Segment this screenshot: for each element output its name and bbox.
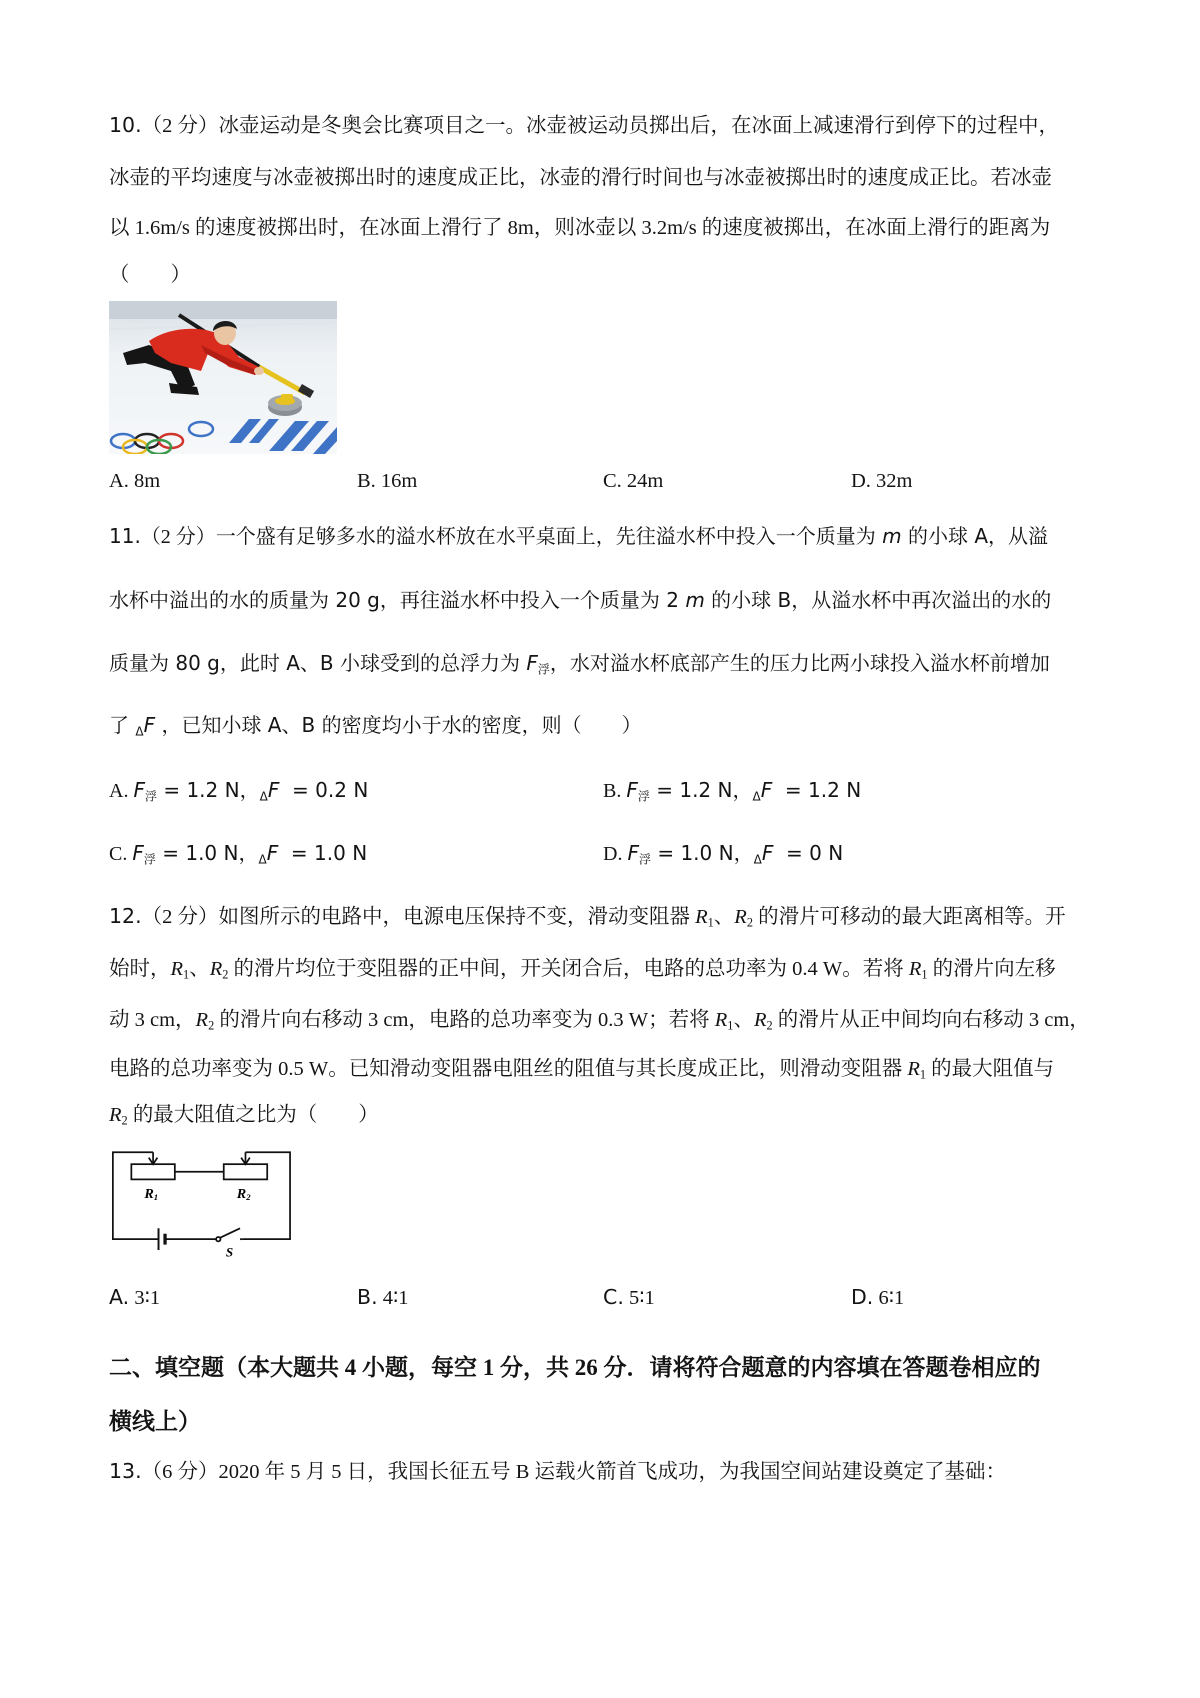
- subscript-text: 1: [921, 967, 928, 982]
- variable-symbol: F: [761, 841, 774, 865]
- subscript-text: 浮: [143, 852, 156, 867]
- text-run: D.: [603, 843, 628, 865]
- text-run: 10.: [109, 113, 142, 137]
- text-run: 了: [109, 713, 136, 737]
- section-heading: 二、填空题（本大题共 4 小题，每空 1 分，共 26 分．请将符合题意的内容填在答题卷相应的: [109, 1355, 1041, 1380]
- text-run: B.: [357, 1285, 378, 1309]
- text-run: C.: [109, 843, 133, 865]
- text-run: A.: [109, 1285, 130, 1309]
- q12-stem-line: [109, 1055, 1100, 1085]
- text-run: = 1.0 N，: [155, 841, 259, 865]
- variable-symbol: R: [170, 958, 184, 980]
- q12-option-c[interactable]: [603, 1283, 843, 1313]
- text-run: 质量为 80 g，此时 A、B 小球受到的总浮力为: [109, 651, 527, 675]
- q10-stem-line: [109, 111, 1100, 141]
- text-run: 的最大阻值与: [926, 1058, 1055, 1080]
- text-run: ，已知小球 A、B 的密度均小于水的密度，则（ ）: [155, 713, 642, 737]
- text-run: 的滑片均位于变阻器的正中间，开关闭合后，电路的总功率为 0.4 W。若将: [228, 958, 909, 980]
- subscript-text: 浮: [144, 789, 157, 804]
- subscript-text: 2: [746, 915, 753, 930]
- text-run: （2 分）: [140, 526, 216, 548]
- text-run: = 0 N: [773, 841, 844, 865]
- text-run: 、: [733, 1009, 754, 1031]
- subscript-text: 2: [208, 1018, 215, 1033]
- q12-option-a[interactable]: [109, 1283, 349, 1313]
- switch: [216, 1228, 242, 1241]
- q12-stem-line: [109, 1101, 1100, 1131]
- subscript-text: 浮: [638, 852, 651, 867]
- text-run: = 1.2 N，: [156, 778, 260, 802]
- q10-option-b[interactable]: B. 16m: [357, 470, 418, 492]
- text-run: 的滑片可移动的最大距离相等。开: [752, 906, 1066, 928]
- q11-option-a[interactable]: [109, 776, 549, 806]
- text-run: 一个盛有足够多水的溢水杯放在水平桌面上，先往溢水杯中投入一个质量为: [215, 524, 883, 548]
- variable-symbol: R: [753, 1009, 767, 1031]
- q13-stem-line: [109, 1457, 1100, 1487]
- variable-symbol: R: [908, 958, 922, 980]
- text-run: 12.: [109, 904, 142, 928]
- subscript-text: 2: [766, 1018, 773, 1033]
- text-run: = 1.0 N，: [650, 841, 754, 865]
- text-run: 6∶1: [873, 1287, 905, 1309]
- variable-symbol: R: [714, 1009, 728, 1031]
- text-run: 冰壶的平均速度与冰壶被掷出时的速度成正比，冰壶的滑行时间也与冰壶被掷出时的速度成正比。若冰壶: [109, 167, 1052, 189]
- text-run: （6 分）2020 年 5 月 5 日，我国长征五号 B 运载火箭首飞成功，为我国空间站建设奠定了基础：: [141, 1461, 1007, 1483]
- text-run: = 1.2 N，: [649, 778, 753, 802]
- subscript-text: 浮: [637, 789, 650, 804]
- curling-stone: [268, 394, 302, 416]
- subscript-text: Δ: [258, 852, 267, 867]
- q12-option-b[interactable]: [357, 1283, 597, 1313]
- q11-option-d[interactable]: [603, 839, 1043, 869]
- text-run: （2 分）冰壶运动是冬奥会比赛项目之一。冰壶被运动员掷出后，在冰面上减速滑行到停下的过程中，: [141, 115, 1059, 137]
- text-run: B.: [603, 780, 627, 802]
- variable-symbol: R: [195, 1009, 209, 1031]
- subscript-text: 1: [919, 1067, 927, 1082]
- label-switch: S: [225, 1244, 234, 1260]
- text-run: = 0.2 N: [279, 778, 369, 802]
- variable-symbol: F: [266, 841, 279, 865]
- text-run: 的滑片向右移动 3 cm，电路的总功率变为 0.3 W；若将: [214, 1009, 715, 1031]
- text-run: 、: [189, 958, 210, 980]
- q11-stem-line: [109, 586, 1100, 616]
- label-r1: R1: [144, 1185, 159, 1203]
- variable-symbol: F: [267, 778, 280, 802]
- section-heading: 横线上）: [109, 1409, 201, 1434]
- text-run: 的小球 B，从溢水杯中再次溢出的水的: [704, 588, 1052, 612]
- subscript-text: 1: [707, 915, 714, 930]
- text-run: 始时，: [109, 958, 171, 980]
- subscript-text: 2: [222, 967, 229, 982]
- text-run: ，水对溢水杯底部产生的压力比两小球投入溢水杯前增加: [549, 651, 1050, 675]
- variable-symbol: F: [143, 713, 156, 737]
- text-run: A.: [109, 780, 134, 802]
- text-run: C.: [603, 1285, 624, 1309]
- text-run: 的最大阻值之比为（ ）: [127, 1104, 379, 1126]
- text-run: 3∶1: [129, 1287, 161, 1309]
- variable-symbol: m: [685, 588, 705, 612]
- variable-symbol: F: [526, 651, 538, 675]
- subscript-text: 浮: [537, 662, 550, 677]
- variable-symbol: R: [907, 1058, 920, 1080]
- text-run: （ ）: [109, 264, 191, 286]
- text-run: 的滑片从正中间均向右移动 3 cm，: [772, 1009, 1090, 1031]
- variable-symbol: R: [734, 906, 747, 928]
- text-run: （2 分）如图所示的电路中，电源电压保持不变，滑动变阻器: [141, 906, 696, 928]
- q10-option-c[interactable]: C. 24m: [603, 470, 664, 492]
- q12-stem-line: [109, 955, 1100, 985]
- subscript-text: 1: [183, 967, 190, 982]
- q12-option-d[interactable]: [851, 1283, 1091, 1313]
- text-run: = 1.0 N: [278, 841, 368, 865]
- q12-stem-line: [109, 1006, 1100, 1036]
- text-run: 5∶1: [623, 1287, 655, 1309]
- text-run: 、: [713, 906, 735, 928]
- curling-photo: [109, 301, 337, 454]
- variable-symbol: F: [132, 841, 144, 865]
- subscript-text: Δ: [753, 852, 762, 867]
- text-run: D.: [851, 1285, 874, 1309]
- text-run: = 1.2 N: [772, 778, 862, 802]
- variable-symbol: F: [133, 778, 145, 802]
- variable-symbol: m: [882, 524, 902, 548]
- text-run: 水杯中溢出的水的质量为 20 g，再往溢水杯中投入一个质量为 2: [109, 588, 686, 612]
- subscript-text: 1: [727, 1018, 734, 1033]
- battery: [159, 1228, 166, 1250]
- subscript-text: 2: [121, 1113, 128, 1128]
- q10-option-a[interactable]: A. 8m: [109, 470, 161, 492]
- text-run: 以 1.6m/s 的速度被掷出时，在冰面上滑行了 8m，则冰壶以 3.2m/s 的速度被掷出，在冰面上滑行的距离为: [109, 217, 1051, 239]
- subscript-text: Δ: [135, 724, 144, 739]
- subscript-text: Δ: [752, 789, 761, 804]
- text-run: 的滑片向左移: [927, 958, 1056, 980]
- q10-answer-blank: [109, 261, 1100, 291]
- text-run: 的小球 A，从溢: [901, 524, 1049, 548]
- text-run: 11.: [109, 524, 141, 548]
- q12-stem-line: [109, 902, 1100, 932]
- q10-stem-line: [109, 164, 1100, 194]
- q11-option-b[interactable]: [603, 776, 1043, 806]
- variable-symbol: R: [695, 906, 708, 928]
- label-r2: R2: [236, 1185, 251, 1203]
- circuit-diagram: [107, 1137, 297, 1262]
- variable-symbol: R: [109, 1104, 122, 1126]
- text-run: 动 3 cm，: [109, 1009, 196, 1031]
- resistor-r2: [224, 1164, 267, 1179]
- resistor-r1: [131, 1164, 174, 1179]
- q11-option-c[interactable]: [109, 839, 549, 869]
- q11-stem-line: [109, 649, 1100, 679]
- variable-symbol: F: [626, 778, 638, 802]
- q11-stem-line: [109, 522, 1100, 552]
- q11-stem-line: [109, 711, 1100, 741]
- text-run: 电路的总功率变为 0.5 W。已知滑动变阻器电阻丝的阻值与其长度成正比，则滑动变阻器: [109, 1058, 908, 1080]
- text-run: 13.: [109, 1459, 142, 1483]
- variable-symbol: F: [627, 841, 639, 865]
- text-run: 4∶1: [377, 1287, 409, 1309]
- q10-stem-line: [109, 214, 1100, 244]
- variable-symbol: F: [760, 778, 773, 802]
- variable-symbol: R: [209, 958, 223, 980]
- subscript-text: Δ: [259, 789, 268, 804]
- q10-option-d[interactable]: D. 32m: [851, 470, 913, 492]
